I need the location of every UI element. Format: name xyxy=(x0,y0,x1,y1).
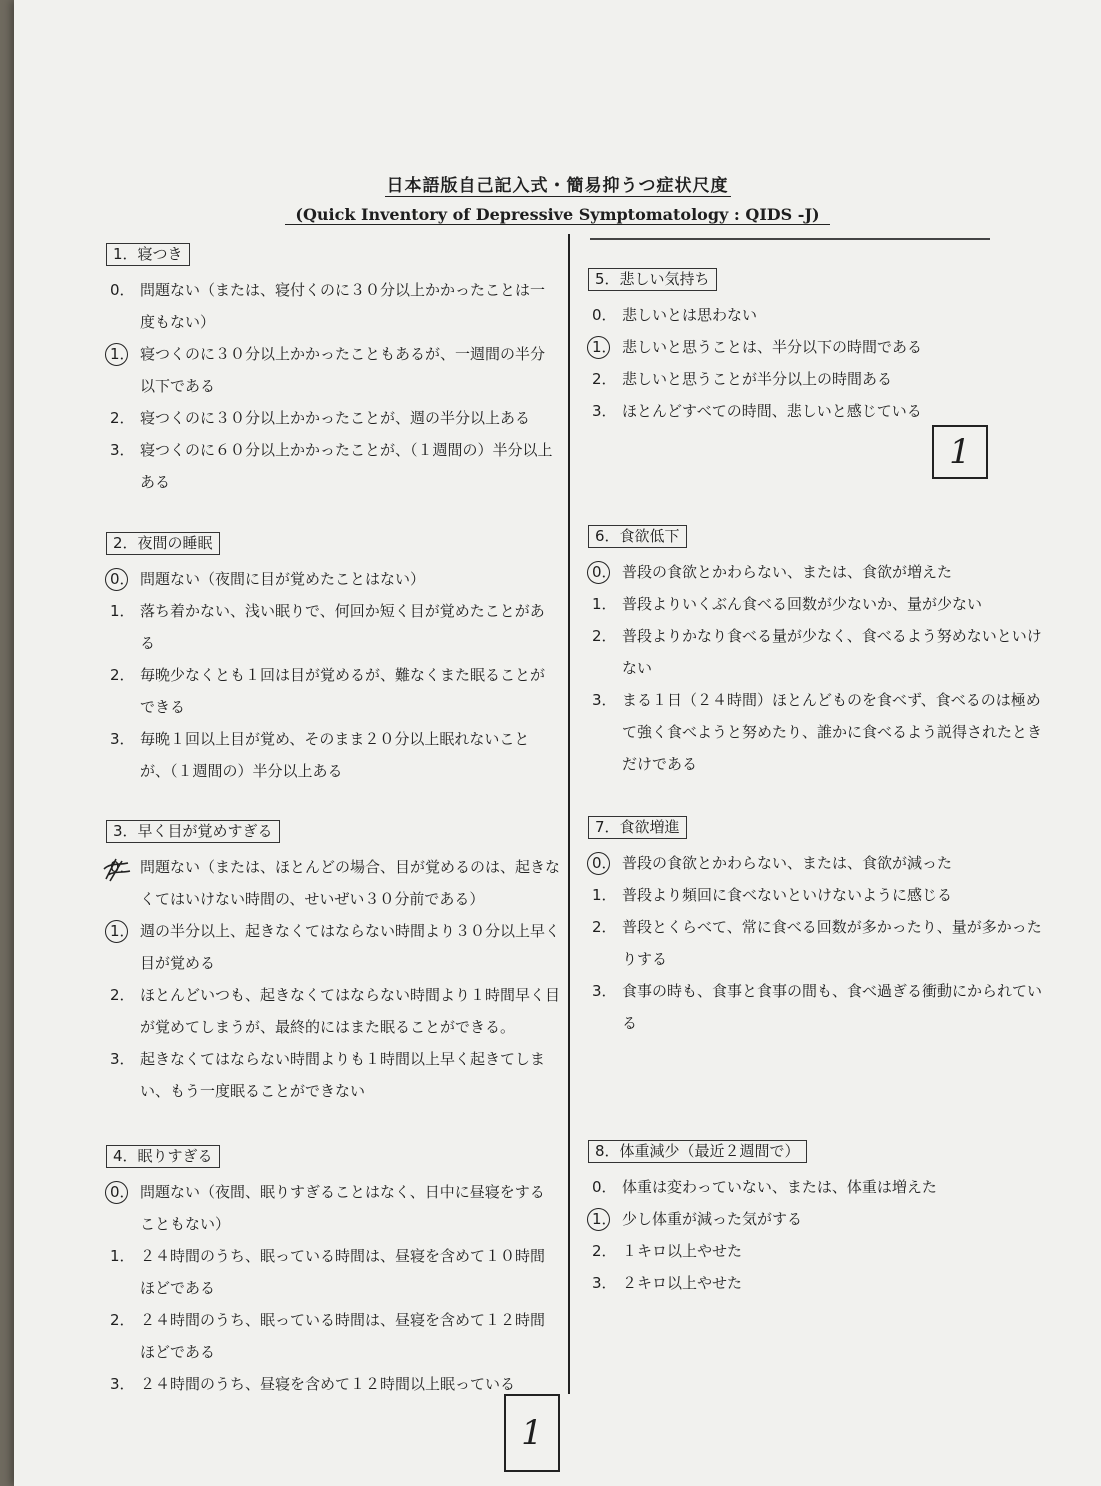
option-3[interactable] xyxy=(106,1368,556,1400)
option-1[interactable] xyxy=(588,588,1043,620)
option-text: ほとんどすべての時間、悲しいと感じている xyxy=(622,402,922,420)
section-oversleeping xyxy=(106,1145,556,1400)
option-number: 0． xyxy=(110,281,135,299)
option-number: 1． xyxy=(592,886,617,904)
section-early-waking xyxy=(106,820,561,1107)
option-text: 起きなくてはならない時間よりも１時間以上早く起きてしまい、もう一度眠ることができない xyxy=(140,1050,546,1100)
option-number: 3． xyxy=(592,402,617,420)
sleep-score-box[interactable]: 1 xyxy=(504,1394,560,1472)
option-text: 普段の食欲とかわらない、または、食欲が増えた xyxy=(622,563,953,581)
option-text: 体重は変わっていない、または、体重は増えた xyxy=(622,1178,937,1196)
option-text: まる１日（２４時間）ほとんどものを食べず、食べるのは極めて強く食べようと努めたり、誰かに食べるよう説得されたときだけである xyxy=(622,691,1043,773)
option-2[interactable] xyxy=(106,979,561,1043)
option-3[interactable] xyxy=(588,1267,1043,1299)
option-text: 問題ない（または、寝付くのに３０分以上かかったことは一度もない） xyxy=(140,281,546,331)
option-number: 1． xyxy=(592,1203,617,1235)
option-number: 0． xyxy=(592,556,617,588)
option-text: 問題ない（夜間に目が覚めたことはない） xyxy=(140,570,426,588)
section-appetite-decrease xyxy=(588,525,1043,780)
option-1[interactable] xyxy=(588,879,1043,911)
section-title: 1．寝つき xyxy=(106,243,190,266)
option-0-selected[interactable] xyxy=(588,556,1043,588)
option-0[interactable] xyxy=(106,274,556,338)
option-text: 普段の食欲とかわらない、または、食欲が減った xyxy=(622,854,953,872)
option-0-scribbled[interactable] xyxy=(106,851,561,915)
option-0-selected[interactable] xyxy=(106,563,556,595)
section-title: 7．食欲増進 xyxy=(588,816,687,839)
option-text: 毎晩少なくとも１回は目が覚めるが、難なくまた眠ることができる xyxy=(140,666,546,716)
section-appetite-increase xyxy=(588,816,1043,1039)
questionnaire-page xyxy=(14,0,1101,1486)
option-number: 3． xyxy=(592,1274,617,1292)
option-text: ほとんどいつも、起きなくてはならない時間より１時間早く目が覚めてしまうが、最終的にはまた眠ることができる。 xyxy=(140,986,561,1036)
section-title: 8．体重減少（最近２週間で） xyxy=(588,1140,807,1163)
option-number: 3． xyxy=(110,441,135,459)
option-text: 食事の時も、食事と食事の間も、食べ過ぎる衝動にかられている xyxy=(622,982,1043,1032)
section-weight-loss xyxy=(588,1140,1043,1299)
option-number: 0． xyxy=(110,563,135,595)
section-title: 5．悲しい気持ち xyxy=(588,268,717,291)
section-night-sleep xyxy=(106,532,556,787)
option-number: 2． xyxy=(110,986,135,1004)
option-2[interactable] xyxy=(588,911,1043,975)
section-sadness xyxy=(588,268,1043,427)
option-1-selected[interactable] xyxy=(106,338,556,402)
option-2[interactable] xyxy=(588,363,1043,395)
option-number: 2． xyxy=(110,1311,135,1329)
option-text: 問題ない（夜間、眠りすぎることはなく、日中に昼寝をすることもない） xyxy=(140,1183,545,1233)
option-text: 悲しいとは思わない xyxy=(622,306,758,324)
option-3[interactable] xyxy=(588,975,1043,1039)
option-text: 少し体重が減った気がする xyxy=(622,1210,803,1228)
option-number: 0． xyxy=(592,847,617,879)
option-1-selected[interactable] xyxy=(588,1203,1043,1235)
option-1[interactable] xyxy=(106,1240,556,1304)
option-number: 1． xyxy=(110,1247,135,1265)
section-title: 6．食欲低下 xyxy=(588,525,687,548)
option-text: ２４時間のうち、眠っている時間は、昼寝を含めて１０時間ほどである xyxy=(140,1247,546,1297)
sadness-score-box[interactable]: 1 xyxy=(932,425,988,479)
section-title: 3．早く目が覚めすぎる xyxy=(106,820,280,843)
option-text: 週の半分以上、起きなくてはならない時間より３０分以上早く目が覚める xyxy=(140,922,561,972)
option-number: 0． xyxy=(592,1178,617,1196)
option-number: 3． xyxy=(110,1375,135,1393)
option-1-selected[interactable] xyxy=(106,915,561,979)
option-text: 普段とくらべて、常に食べる回数が多かったり、量が多かったりする xyxy=(622,918,1042,968)
option-2[interactable] xyxy=(588,620,1043,684)
option-text: ２４時間のうち、眠っている時間は、昼寝を含めて１２時間ほどである xyxy=(140,1311,546,1361)
option-number: 2． xyxy=(592,1242,617,1260)
option-number: 2． xyxy=(592,627,617,645)
option-number: 2． xyxy=(110,409,135,427)
option-2[interactable] xyxy=(106,1304,556,1368)
option-1[interactable] xyxy=(106,595,556,659)
option-3[interactable] xyxy=(588,684,1043,780)
option-0[interactable] xyxy=(588,299,1043,331)
option-2[interactable] xyxy=(588,1235,1043,1267)
section-title: 2．夜間の睡眠 xyxy=(106,532,220,555)
option-number: 2． xyxy=(592,918,617,936)
section-title: 4．眠りすぎる xyxy=(106,1145,220,1168)
document-title: 日本語版自己記入式・簡易抑うつ症状尺度 xyxy=(386,176,729,196)
option-number: 3． xyxy=(592,691,617,709)
option-3[interactable] xyxy=(106,723,556,787)
option-text: 悲しいと思うことが半分以上の時間ある xyxy=(622,370,893,388)
option-number: 1． xyxy=(110,338,135,370)
option-text: 落ち着かない、浅い眠りで、何回か短く目が覚めたことがある xyxy=(140,602,545,652)
header-rule xyxy=(590,238,990,240)
option-text: 問題ない（または、ほとんどの場合、目が覚めるのは、起きなくてはいけない時間の、せいぜい３０分前である） xyxy=(140,858,561,908)
option-number: 2． xyxy=(110,666,135,684)
document-subtitle: (Quick Inventory of Depressive Symptomatology : QIDS -J) xyxy=(14,205,1101,224)
option-1-selected[interactable] xyxy=(588,331,1043,363)
option-2[interactable] xyxy=(106,659,556,723)
option-text: ２４時間のうち、昼寝を含めて１２時間以上眠っている xyxy=(140,1375,516,1393)
option-text: 普段よりいくぶん食べる回数が少ないか、量が少ない xyxy=(622,595,983,613)
option-number: 0． xyxy=(110,858,135,876)
option-3[interactable] xyxy=(588,395,1043,427)
option-3[interactable] xyxy=(106,1043,561,1107)
option-text: 寝つくのに３０分以上かかったことが、週の半分以上ある xyxy=(140,409,531,427)
option-number: 3． xyxy=(110,1050,135,1068)
option-2[interactable] xyxy=(106,402,556,434)
option-number: 1． xyxy=(110,915,135,947)
option-text: 普段より頻回に食べないといけないように感じる xyxy=(622,886,953,904)
option-text: １キロ以上やせた xyxy=(622,1242,743,1260)
option-number: 3． xyxy=(592,982,617,1000)
option-number: 1． xyxy=(110,602,135,620)
option-number: 0． xyxy=(110,1176,135,1208)
option-text: 悲しいと思うことは、半分以下の時間である xyxy=(622,338,923,356)
option-3[interactable] xyxy=(106,434,556,498)
option-number: 2． xyxy=(592,370,617,388)
option-text: 毎晩１回以上目が覚め、そのまま２０分以上眠れないことが、（１週間の）半分以上ある xyxy=(140,730,530,780)
option-number: 1． xyxy=(592,595,617,613)
option-text: ２キロ以上やせた xyxy=(622,1274,743,1292)
option-text: 寝つくのに３０分以上かかったこともあるが、一週間の半分以下である xyxy=(140,345,546,395)
section-sleep-onset xyxy=(106,243,556,498)
scribble-mark xyxy=(100,853,134,887)
option-number: 3． xyxy=(110,730,135,748)
option-text: 寝つくのに６０分以上かかったことが、（１週間の）半分以上ある xyxy=(140,441,553,491)
option-number: 1． xyxy=(592,331,617,363)
option-0[interactable] xyxy=(588,1171,1043,1203)
option-text: 普段よりかなり食べる量が少なく、食べるよう努めないといけない xyxy=(622,627,1042,677)
option-0-selected[interactable] xyxy=(106,1176,556,1240)
option-number: 0． xyxy=(592,306,617,324)
option-0-selected[interactable] xyxy=(588,847,1043,879)
column-divider xyxy=(568,234,570,1394)
